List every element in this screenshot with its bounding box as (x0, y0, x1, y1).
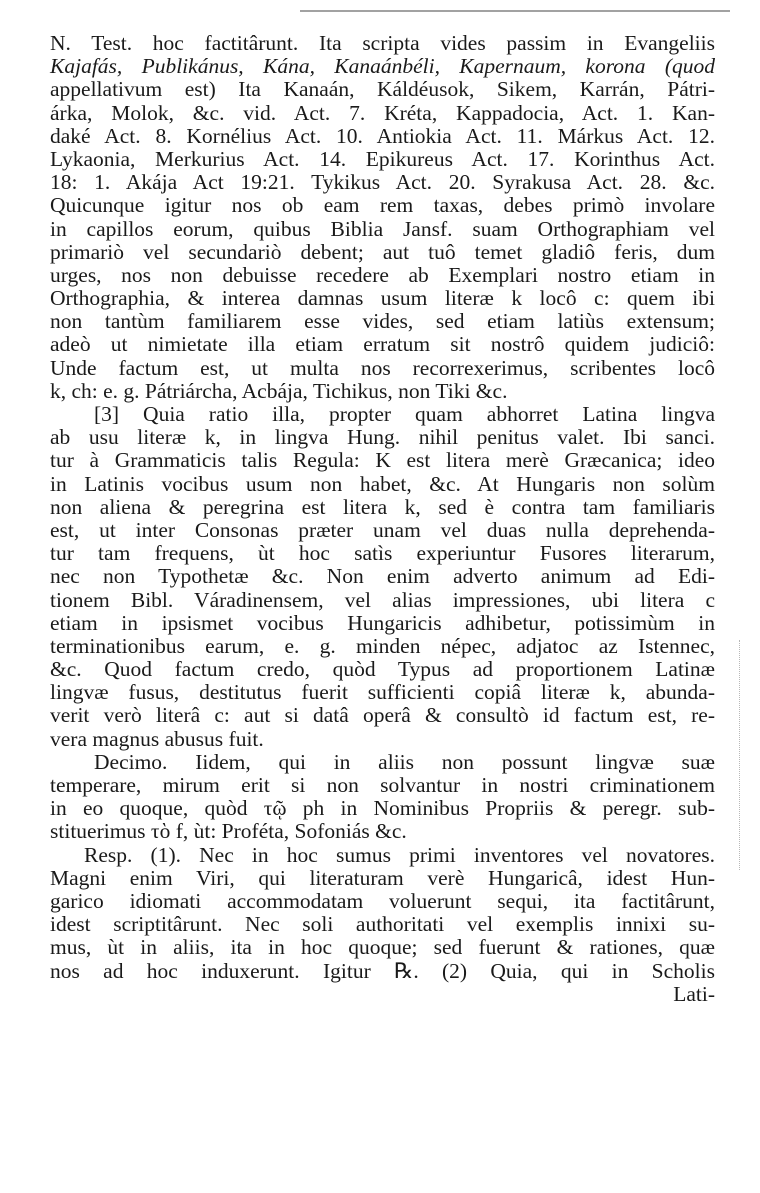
text-line: non aliena & peregrina est litera k, sed è contra tam familiaris (50, 494, 715, 519)
text-line: temperare, mirum erit si non solvantur in nostri criminationem (50, 773, 715, 797)
text-line: 18: 1. Akája Act 19:21. Tykikus Act. 20. Syrakusa Act. 28. &c. (50, 170, 715, 195)
page-text (50, 32, 715, 1006)
text-line: Quicunque igitur nos ob eam rem taxas, debes primò involare (50, 193, 715, 218)
text-line: Magni enim Viri, qui literaturam verè Hungaricâ, idest Hun- (50, 865, 715, 890)
text-line: appellativum est) Ita Kanaán, Káldéusok, Sikem, Karrán, Pátri- (50, 77, 715, 102)
text-line: daké Act. 8. Kornélius Act. 10. Antiokia Act. 11. Márkus Act. 12. (50, 123, 715, 148)
text-line: nec non Typothetæ &c. Non enim adverto animum ad Edi- (50, 564, 715, 589)
text-line: est, ut inter Consonas præter unam vel duas nulla deprehenda- (50, 517, 715, 542)
text-line: verit verò literâ c: aut si datâ operâ & consultò id factum est, re- (50, 703, 715, 728)
text-line: ab usu literæ k, in lingva Hung. nihil penitus valet. Ibi sanci. (50, 425, 715, 450)
top-rule (300, 10, 730, 12)
text-line: &c. Quod factum credo, quòd Typus ad proportionem Latinæ (50, 657, 715, 682)
text-line: in eo quoque, quòd τῷ ph in Nominibus Propriis & peregr. sub- (50, 796, 715, 821)
text-line: vera magnus abusus fuit. (50, 726, 264, 751)
text-line: Unde factum est, ut multa nos recorrexerimus, scribentes locô (50, 355, 715, 380)
text-line: etiam in ipsismet vocibus Hungaricis adhibetur, potissimùm in (50, 610, 715, 635)
text-line: tur tam frequens, ùt hoc satìs experiuntur Fusores literarum, (50, 541, 715, 566)
text-line: in capillos eorum, quibus Biblia Jansf. suam Orthographiam vel (50, 216, 715, 241)
text-line: in Latinis vocibus usum non habet, &c. At Hungaris non solùm (50, 471, 715, 496)
text-line: Kajafás, Publikánus, Kána, Kanaánbéli, Kapernaum, korona (quod (50, 54, 715, 79)
text-line: terminationibus earum, e. g. minden népec, adjatoc az Istennec, (50, 633, 715, 658)
text-line: Resp. (1). Nec in hoc sumus primi inventores vel novatores. (84, 842, 715, 867)
text-line: adeò ut nimietate illa etiam erratum sit nostrô quidem judiciô: (50, 332, 715, 357)
catchword: Lati- (673, 981, 715, 1006)
text-line: [3] Quia ratio illa, propter quam abhorret Latina lingva (94, 402, 715, 426)
margin-dotted-marks (739, 640, 742, 870)
text-line: Lykaonia, Merkurius Act. 14. Epikureus Act. 17. Korinthus Act. (50, 146, 715, 171)
text-line: non tantùm familiarem esse vides, sed etiam latiùs extensum; (50, 309, 715, 334)
text-line: nos ad hoc induxerunt. Igitur ℞. (2) Quia, qui in Scholis (50, 958, 715, 983)
text-line: garico idiomati accommodatam voluerunt sequi, ita factitârunt, (50, 888, 715, 913)
text-line: tur à Grammaticis talis Regula: K est litera merè Græcanica; ideo (50, 448, 715, 473)
text-line: árka, Molok, &c. vid. Act. 7. Kréta, Kappadocia, Act. 1. Kan- (50, 100, 715, 125)
text-line: urges, nos non debuisse recedere ab Exemplari nostro etiam in (50, 262, 715, 287)
text-line: Orthographia, & interea damnas usum literæ k locô c: quem ibi (50, 286, 715, 311)
text-line: primariò vel secundariò debent; aut tuô temet gladiô feris, dum (50, 239, 715, 264)
text-line: stituerimus τὸ f, ùt: Proféta, Sofoniás &c. (50, 819, 407, 844)
text-line: k, ch: e. g. Pátriárcha, Acbája, Tichikus, non Tiki &c. (50, 378, 508, 403)
text-line: N. Test. hoc factitârunt. Ita scripta vides passim in Evangeliis (50, 31, 715, 55)
text-line: lingvæ fusus, destitutus fuerit sufficienti copiâ literæ k, abunda- (50, 680, 715, 705)
text-line: tionem Bibl. Váradinensem, vel alias impressiones, ubi litera c (50, 587, 715, 612)
text-line: idest scriptitârunt. Nec soli authoritati vel exemplis innixi su- (50, 912, 715, 937)
text-line: Decimo. Iidem, qui in aliis non possunt lingvæ suæ (94, 749, 715, 774)
text-line: mus, ùt in aliis, ita in hoc quoque; sed fuerunt & rationes, quæ (50, 935, 715, 960)
